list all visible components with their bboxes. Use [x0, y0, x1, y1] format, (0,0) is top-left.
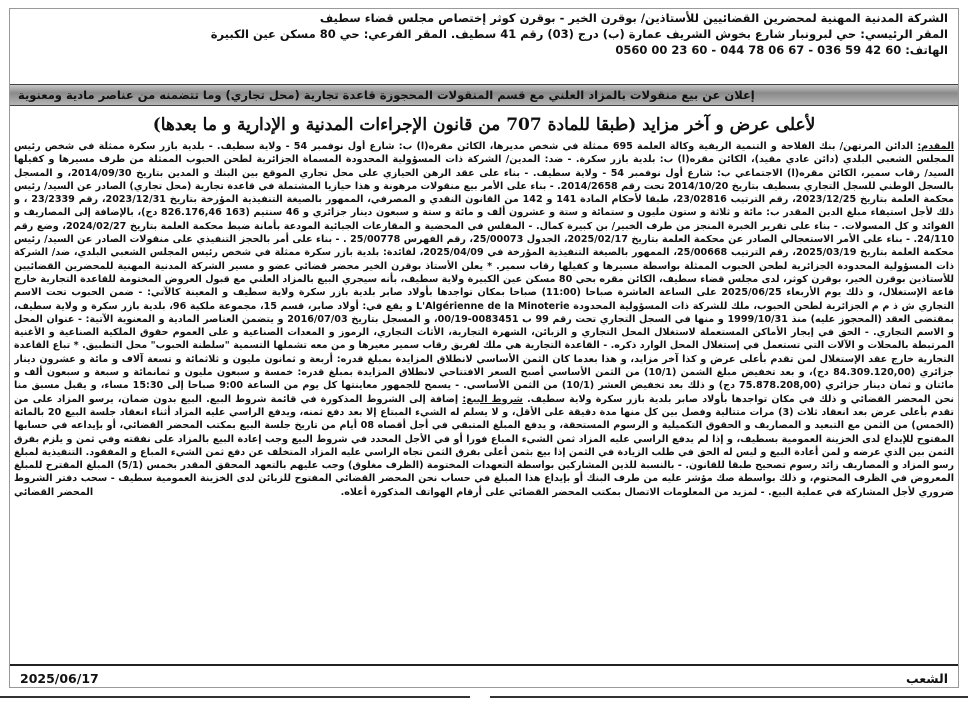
- footer-divider: [10, 664, 958, 666]
- publication-date: 2025/06/17: [20, 670, 99, 686]
- announcement-body: [14, 140, 954, 660]
- next-ad-left-edge: [490, 696, 968, 711]
- announcement-title: لأعلى عرض و آخر مزايد (طبقا للمادة 707 من قانون الإجراءات المدنية و الإدارية و ما بعدها): [152, 115, 816, 135]
- publication-footer: [20, 668, 948, 688]
- body-lead-label: المقدم:: [917, 141, 954, 152]
- office-address: المقر الرئيسي: حي لبرونبار شارع بخوش الشريف عمارة (ب) درج (03) رقم 41 سطيف. المقر الفرعي: حي 80 مسكن عين الكبيرة: [210, 27, 948, 41]
- body-paragraph-2: إضافة إلى الشروط المذكورة في قائمة شروط البيع. البيع بدون ضمان، يرسو المزاد على من تقدم بأعلى عرض بعد انعقاد ثلاث (3) مرات متتالية وفصل بين كل منها مدة دقيقة على الأقل، و لا يسلم له الشيء المبتاع إلا بعد دفع ثمنه، ويدفع الراسي عليه المزاد أثناء انعقاد جلسة البيع 20 بالمائة (الخمس) من الثمن مع التبعيد و المصاريف و الحقوق التكميلية و الرسوم المستحقة، و يدفع المبلغ المتبقي في أجل أقصاه 08 أيام من تاريخ جلسة البيع بمكتب المحضر القضائي، أو بإيداعه في حسابها المفتوح للإيداع لدى الخزينة العمومية بسطيف، و إذا لم يدفع الراسي عليه المزاد ثمن الشيء المباع فورا أو في الأجل المحدد في شروط البيع وجب إعادة البيع بالمزاد على نفقته وفي ثمن و يلزم بفرق الثمن بين الذي عرضه و لمن أعادة البيع و ليس له الحق في طلب الزيادة في الثمن إذا بيع بثمن أعلى بفرق الثمن تجاه الراسي عليه المزاد المتخلف عن دفع ثمن الشيء المباع و المفقود. التنفيذية لمبلغ رسو المزاد و المصاريف زائد رسوم تصحيح طبقا للقانون. - بالنسبة للذين المشاركين بواسطة التعهدات المختومة (الظرف مغلوق) وجب عليهم بالتعهد المحقق المقدر بخمس (5/1) المبلغ المقترح للمبلغ المعروض في الظرف المحتوم، و ذلك بواسطة صك مؤشر عليه من طرف البنك أو بإيداع هذا المبلغ في حساب نحن المحضر القضائي المفتوح للزبائن لدى الخزينة العمومية سطيف - سحب دفتر الشروط ضروري لأجل المشاركة في عملية البيع. - لمزيد من المعلومات الاتصال بمكتب المحضر القضائي على أرقام الهواتف المذكورة أعلاه.: [14, 393, 954, 498]
- office-header: [20, 10, 948, 58]
- announcement-banner: [10, 84, 958, 106]
- next-column-strip: [0, 696, 968, 711]
- announcement-banner-text: إعلان عن بيع منقولات بالمزاد العلني مع قسم المنقولات المحجوزة قاعدة تجارية (محل تجاري) وما تتضمنه من عناصر مادية ومعنوية: [18, 88, 755, 102]
- next-ad-right-edge: [0, 696, 470, 711]
- publication-name: الشعب: [906, 670, 948, 686]
- office-phone: الهاتف: 60 42 59 036 - 67 06 78 044 - 60 23 00 0560: [615, 43, 948, 57]
- sale-conditions-label: شروط البيع:: [462, 393, 523, 405]
- body-paragraph-1: الدائن المرتهن/ بنك الفلاحة و التنمية الريفية وكالة العلمة 695 ممثلة في شخص مديرها، الكائن مقره(ا) ب: شارع أول نوفمبر 54 - ولاية سطيف. - بلدية بازر سكرة ممثلة في شخص رئيس المجلس الشعبي البلدي (دائن عادي مقيد)، الكائن مقره(ا) ب: بلدية بازر سكرة. - ضد: المدين/ الشركة ذات المسؤولية المحدودة المسماة الجزائرية لطحن الحبوب الممثلة من طرف مسيرها و كفيلها السيد/ رقاب سمير، الكائن مقره(ا) الاجتماعي ب: شارع أول نوفمبر 54 - ولاية سطيف. - بناء على عقد الرهن الحيازي على محل تجاري الموقع بين البنك و المدين بتاريخ 2014/09/30، و المسجل بالسجل الوطني للسجل التجاري بسطيف بتاريخ 2014/10/20 تحت رقم 2014/2658. - بناء على الأمر بيع منقولات مرهونة و هذا حيازيا المشتملة في قاعدة تجارية (محل تجاري) الصادر عن السيد/ رئيس محكمة العلمة بتاريخ 2023/12/25، رقم الترتيب 23/02816، طبقا لأحكام المادة 141 و 142 من القانون النقدي و المصرفي، الممهور بالصيغة التنفيذية المؤرخة بتاريخ 2023/12/31، رقم 23/2339 ، و ذلك لأجل استيفاء مبلغ الدين المقدر ب: مائة و ثلاثة و ستون مليون و ستمائة و ستة و عشرون ألف و مائة و ستة و سبعون دينار جزائري و 46 سنتيم (163 826.176,46 دج)، بالإضافة إلى المصاريف و الفوائد و كل المسولات. - بناء على تقرير الخبرة المنجز من طرف الخبير/ بن كبيرة كمال. - المفلس في المحضية و المقارعات الجبائية المودعة بأمانة ضبط محكمة العلمة بتاريخ 2024/02/27، وضع رقم 24/110. - بناء على الأمر الاستعجالي الصادر عن محكمة العلمة بتاريخ 2025/02/17، الجدول 25/00073، رقم الفهرس 25/00778 . - بناء على أمر بالحجز التنفيذي على منقولات الصادر عن السيد/ رئيس محكمة العلمة بتاريخ 2025/03/19، رقم الترتيب 25/00668، الممهور بالصيغة التنفيذية المؤرخة في 2025/04/09، لفائدة: بلدية بازر سكرة ممثلة في شخص رئيس المجلس الشعبي البلدي، ضد/ الشركة ذات المسؤولية المحدودة الجزائرية لطحن الحبوب الممثلة بواسطة مسيرها و كفيلها رقاب سمير. * يعلن الأستاذ بوقرن الخير محضر قضائي عضو و مسير الشركة المدنية المهنية للمحضرين القضائيين للأستاذين بوقرن الخير، بوقرن كوثر، لدى مجلس قضاء سطيف، الكائن مقره بحي 80 مسكن عين الكبيرة ولاية سطيف، بأنه سيجري البيع بالمزاد العلني مع قبول العروض المختومة للقاعدة التجارية خارج قاعة الإستغلال، و ذلك يوم الأربعاء 2025/06/25 على الساعة العاشرة صباحا (11:00) صباحا بمكان تواجدها بأولاد صابر بلدية بازر سكرة ولاية سطيف و المعينة كالآتي: - ضمن الحبوب تحت الاسم التجاري ش ذ م م الجزائرية لطحن الحبوب، ملك للشركة ذات المسؤولية المحدودة L'Algérienne de la Minoterie و يقع في: أولاد صابر، قسم 15، مجموعة ملكية 96، بلدية بازر سكرة و ولاية سطيف، بمقتضى العقد (المحجوز عليه) منذ 1999/10/31 و منها في السجل التجاري تحت رقم 99 ب 0083451-00/19، و المسجل بتاريخ 2016/07/03 و يتضمن العناصر المادية و المعنوية الآتية: - عنوان المحل و الاسم التجاري. - الحق في إيجار الأماكن المستعملة لاستغلال المحل التجاري و الزبائن، الشهرة التجارية، الأثاث التجاري، الرموز و المعدات الصناعية و على العموم حقوق الملكية الصناعية و الأغنية المرتبطة بالمحلات و الآلات التي تستعمل في إستغلال المحل الوارد ذكره. - القاعدة التجارية هي ملك لفريق رقاب سمير معيرها و من معه تشملها التسمية "سلطنة الحبوب" محل التطبيق. * تباع القاعدة التجارية خارج عقد الإستغلال لمن تقدم بأعلى عرض و كذا آخر مزايد، و هذا بعدما كان الثمن الأساسي لانطلاق المزايدة بمبلغ قدره: أربعة و ثمانون مليون و ثلاثمائة و تسعة آلاف و مائة و عشرون دينار جزائري (84.309.120,00 دج)، و بعد تخفيض مبلغ الشمن (10/1) من الثمن الأساسي أصبح السعر الافتتاحي لانطلاق المزايدة بمبلغ قدره: خمسة و سبعون مليون و ثمانمائة و سبعة و سبعون ألف و مائتان و ثمان دينار جزائري (75.878.208,00 دج) و ذلك بعد تخفيض العشر (10/1) من الثمن الأساسي. - يسمح للجمهور معاينتها كل يوم من الساعة 9:00 صباحا إلى 15:30 مساء، و يقبل مسبق منا نحن المحضر القضائي و ذلك في مكان تواجدها بأولاد صابر بلدية بازر سكرة ولاية سطيف.: [14, 141, 954, 405]
- bailiff-signature: المحضر القضائي: [14, 486, 94, 498]
- office-name: الشركة المدنية المهنية لمحضرين القضائيين للأستاذين/ بوقرن الخير - بوقرن كوثر إختصاص مجلس قضاء سطيف: [319, 11, 948, 25]
